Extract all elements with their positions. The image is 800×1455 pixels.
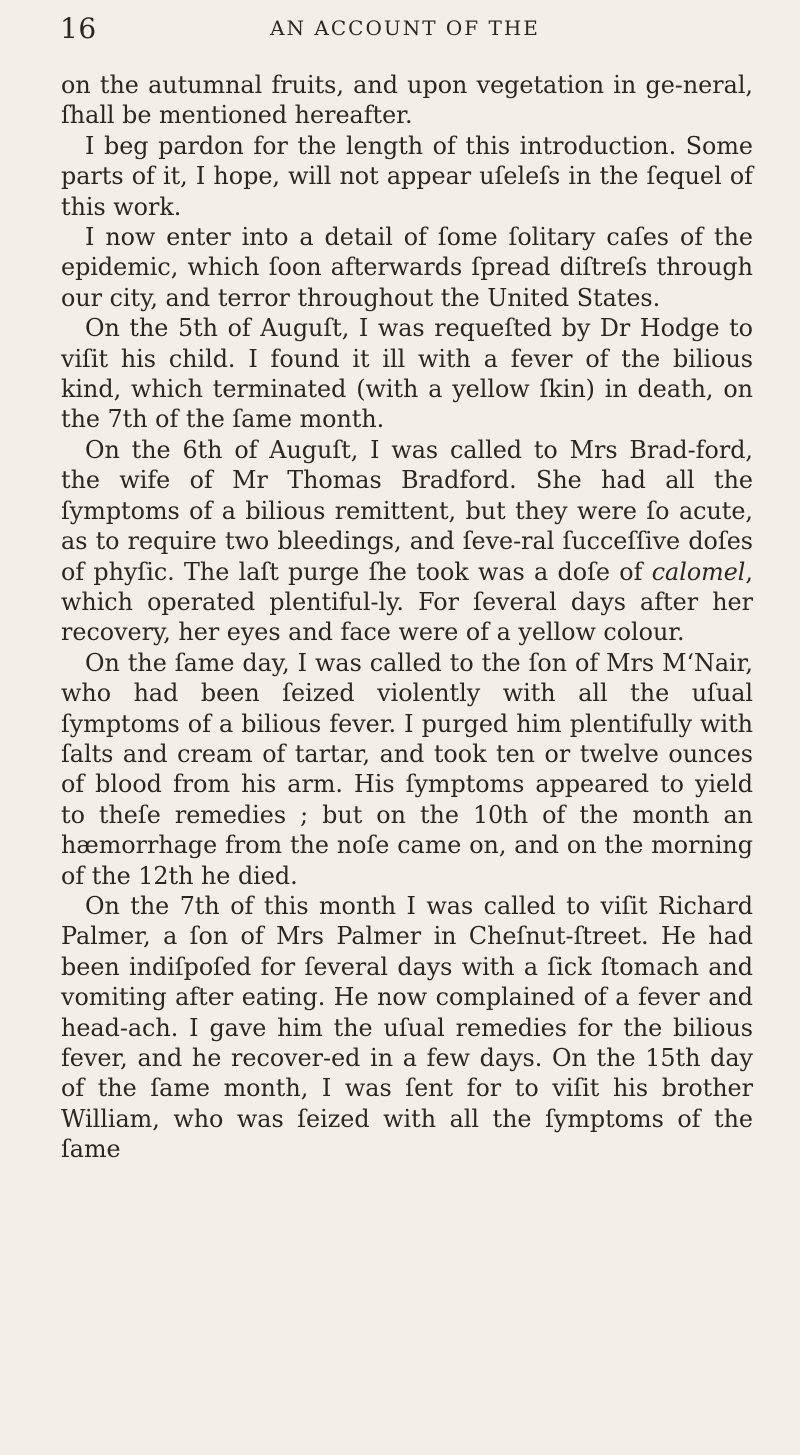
paragraph-5	[61, 435, 753, 648]
body-text	[61, 70, 753, 1165]
paragraph-5-text-after: , which operated plentiful-ly. For ſeveral days after her recovery, her eyes and face were of a yellow colour.	[61, 557, 753, 647]
paragraph-2: I beg pardon for the length of this introduction. Some parts of it, I hope, will not appear uſeleſs in the ſequel of this work.	[61, 131, 753, 221]
page-header	[60, 8, 750, 48]
paragraph-3: I now enter into a detail of ſome ſolitary caſes of the epidemic, which ſoon afterwards ſpread diſtreſs through our city, and terror throughout the United States.	[61, 223, 753, 312]
paragraph-5-text-before: On the 6th of Auguſt, I was called to Mrs Brad-ford, the wife of Mr Thomas Bradford. She had all the ſymptoms of a bilious remittent, but they were ſo acute, as to require two bleedings, and ſeve-ral ſucceſſive doſes of phyſic. The laſt purge ſhe took was a doſe of	[61, 435, 753, 586]
paragraph-5-italic-term: calomel	[651, 557, 746, 586]
paragraph-4: On the 5th of Auguſt, I was requeſted by Dr Hodge to viſit his child. I found it ill with a fever of the bilious kind, which terminated (with a yellow ſkin) in death, on the 7th of the ſame month.	[61, 314, 753, 434]
paragraph-1: on the autumnal fruits, and upon vegetation in ge-neral, ſhall be mentioned hereafter.	[61, 71, 753, 130]
page-number: 16	[60, 11, 97, 45]
paragraph-6: On the ſame day, I was called to the ſon of Mrs M‘Nair, who had been ſeized violently with all the uſual ſymptoms of a bilious fever. I purged him plentifully with ſalts and cream of tartar, and took ten or twelve ounces of blood from his arm. His ſymptoms appeared to yield to theſe remedies ; but on the 10th of the month an hæmorrhage from the noſe came on, and on the morning of the 12th he died.	[61, 648, 753, 890]
paragraph-7: On the 7th of this month I was called to viſit Richard Palmer, a ſon of Mrs Palmer in Cheſnut-ſtreet. He had been indiſpoſed for ſeveral days with a ſick ſtomach and vomiting after eating. He now complained of a fever and head-ach. I gave him the uſual remedies for the bilious fever, and he recover-ed in a few days. On the 15th day of the ſame month, I was ſent for to viſit his brother William, who was ſeized with all the ſymptoms of the ſame	[61, 891, 753, 1164]
running-head: AN ACCOUNT OF THE	[270, 16, 540, 40]
